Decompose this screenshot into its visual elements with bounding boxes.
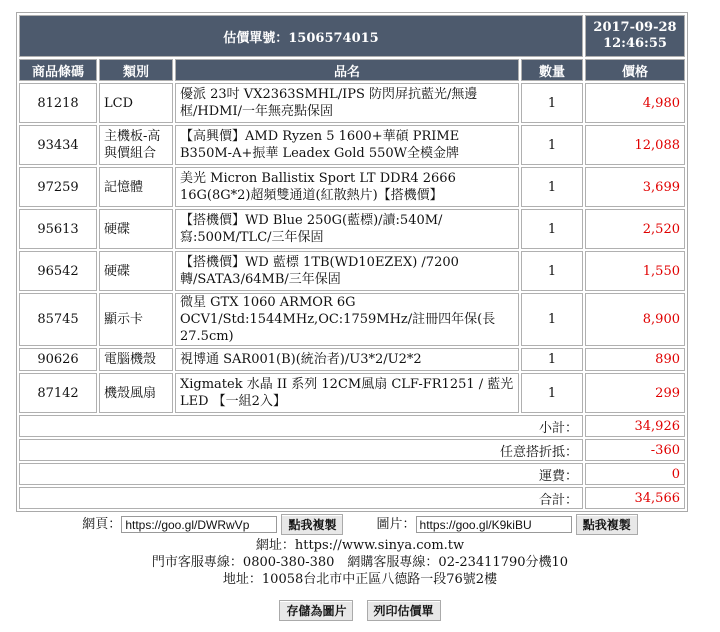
cell-qty: 1 [521,83,583,123]
summary-value: 34,926 [585,415,685,437]
cell-name: 微星 GTX 1060 ARMOR 6G OCV1/Std:1544MHz,OC:1759MHz/註冊四年保(長27.5cm) [175,293,519,346]
summary-row [19,487,685,509]
col-header-price: 價格 [585,59,685,81]
cell-name: Xigmatek 水晶 II 系列 12CM風扇 CLF-FR1251 / 藍光LED 【一組2入】 [175,373,519,413]
cell-category: LCD [99,83,173,123]
cell-name: 【搭機價】WD 藍標 1TB(WD10EZEX) /7200轉/SATA3/64MB/三年保固 [175,251,519,291]
image-link-input[interactable]: https://goo.gl/K9kiBU [416,516,572,533]
cell-code: 96542 [19,251,97,291]
cell-qty: 1 [521,251,583,291]
copy-image-link-button[interactable]: 點我複製 [576,514,638,535]
cell-code: 97259 [19,167,97,207]
table-row [19,373,685,413]
quote-time: 12:46:55 [603,36,667,51]
summary-label: 小計： [19,415,583,437]
cell-price: 3,699 [585,167,685,207]
copy-page-link-button[interactable]: 點我複製 [281,514,343,535]
summary-value: 34,566 [585,487,685,509]
service-phones: 門市客服專線：0800-380-380 網購客服專線：02-23411790分機10 [151,555,569,570]
table-row [19,293,685,346]
cell-price: 2,520 [585,209,685,249]
cell-category: 電腦機殼 [99,348,173,371]
quote-table [16,12,688,512]
cell-category: 機殼風扇 [99,373,173,413]
cell-price: 8,900 [585,293,685,346]
col-header-name: 品名 [175,59,519,81]
table-row [19,83,685,123]
col-header-qty: 數量 [521,59,583,81]
col-header-code: 商品條碼 [19,59,97,81]
summary-row [19,415,685,437]
col-header-category: 類別 [99,59,173,81]
cell-category: 主機板-高與價組合 [99,125,173,165]
image-link-label: 圖片： [376,517,416,532]
page-link-input[interactable]: https://goo.gl/DWRwVp [121,516,277,533]
cell-category: 顯示卡 [99,293,173,346]
summary-value: -360 [585,439,685,461]
cell-code: 81218 [19,83,97,123]
cell-code: 95613 [19,209,97,249]
table-row [19,167,685,207]
cell-category: 硬碟 [99,209,173,249]
cell-price: 299 [585,373,685,413]
cell-code: 90626 [19,348,97,371]
page-link-label: 網頁： [82,517,122,532]
cell-category: 記憶體 [99,167,173,207]
table-row [19,209,685,249]
summary-row [19,439,685,461]
cell-name: 視博通 SAR001(B)(統治者)/U3*2/U2*2 [175,348,519,371]
save-image-button[interactable]: 存儲為圖片 [279,600,353,621]
cell-category: 硬碟 [99,251,173,291]
site-url: 網址：https://www.sinya.com.tw [255,538,465,553]
cell-name: 優派 23吋 VX2363SMHL/IPS 防閃屏抗藍光/無邊框/HDMI/一年無亮點保固 [175,83,519,123]
summary-label: 合計： [19,487,583,509]
cell-qty: 1 [521,293,583,346]
cell-price: 890 [585,348,685,371]
summary-value: 0 [585,463,685,485]
cell-name: 【搭機價】WD Blue 250G(藍標)/讀:540M/寫:500M/TLC/三年保固 [175,209,519,249]
store-address: 地址：10058台北市中正區八德路一段76號2樓 [222,572,498,587]
link-bar [0,513,720,535]
summary-label: 任意搭折抵： [19,439,583,461]
summary-row [19,463,685,485]
cell-qty: 1 [521,125,583,165]
cell-code: 93434 [19,125,97,165]
print-quote-button[interactable]: 列印估價單 [367,600,441,621]
cell-price: 1,550 [585,251,685,291]
summary-rows [19,415,685,509]
cell-qty: 1 [521,209,583,249]
cell-qty: 1 [521,348,583,371]
quote-datetime [585,15,685,57]
cell-price: 12,088 [585,125,685,165]
summary-label: 運費： [19,463,583,485]
cell-price: 4,980 [585,83,685,123]
quote-date: 2017-09-28 [593,20,677,35]
cell-name: 美光 Micron Ballistix Sport LT DDR4 2666 16G(8G*2)超頻雙通道(紅散熱片)【搭機價】 [175,167,519,207]
table-row [19,251,685,291]
cell-code: 85745 [19,293,97,346]
item-rows [19,83,685,413]
cell-qty: 1 [521,167,583,207]
cell-name: 【高興價】AMD Ryzen 5 1600+華碩 PRIME B350M-A+振華 Leadex Gold 550W全模金牌 [175,125,519,165]
cell-code: 87142 [19,373,97,413]
quote-number: 估價單號：1506574015 [19,15,583,57]
action-buttons [0,600,720,621]
cell-qty: 1 [521,373,583,413]
table-row [19,348,685,371]
table-row [19,125,685,165]
